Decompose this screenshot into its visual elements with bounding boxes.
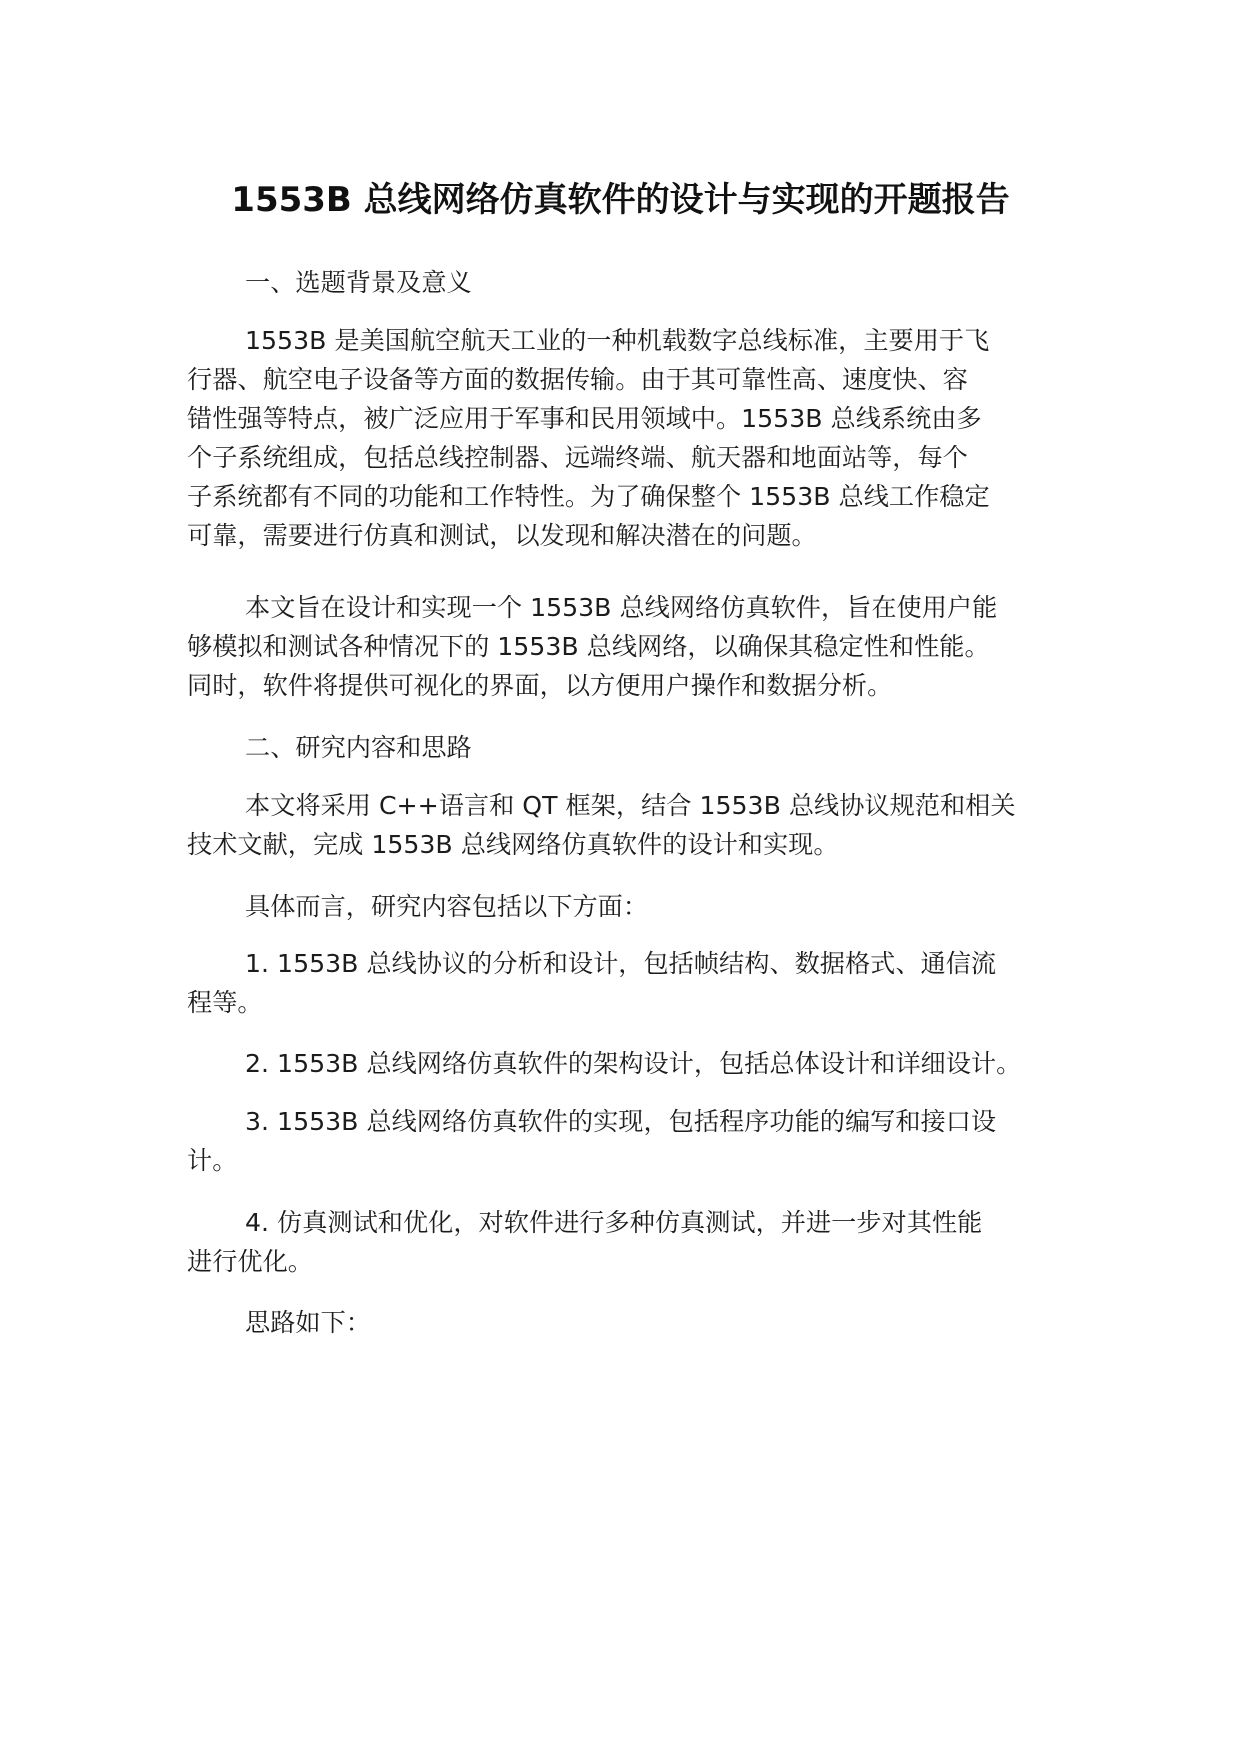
paragraph-background: 1553B 是美国航空航天工业的一种机载数字总线标准，主要用于飞 行器、航空电子设备等方面的数据传输。由于其可靠性高、速度快、容 错性强等特点，被广泛应用于军事和民用领域中。1553B 总线系统由多 个子系统组成，包括总线控制器、远端终端、航天器和地面站等，每个 子系统都有不同的功能和工作特性。为了确保整个 1553B 总线工作稳定 可靠，需要进行仿真和测试，以发现和解决潜在的问题。 bbox=[187, 326, 990, 550]
list-item-2: 2. 1553B 总线网络仿真软件的架构设计，包括总体设计和详细设计。 bbox=[245, 1049, 1022, 1078]
list-item-4: 4. 仿真测试和优化，对软件进行多种仿真测试，并进一步对其性能 进行优化。 bbox=[187, 1208, 983, 1276]
paragraph-content-intro: 具体而言，研究内容包括以下方面： bbox=[245, 892, 648, 921]
document-title: 1553B 总线网络仿真软件的设计与实现的开题报告 bbox=[231, 180, 1010, 220]
paragraph-approach: 本文将采用 C++语言和 QT 框架，结合 1553B 总线协议规范和相关 技术文献，完成 1553B 总线网络仿真软件的设计和实现。 bbox=[187, 791, 1016, 859]
section-heading-background: 一、选题背景及意义 bbox=[245, 268, 472, 297]
section-heading-research: 二、研究内容和思路 bbox=[245, 733, 472, 762]
paragraph-approach-heading: 思路如下： bbox=[245, 1308, 371, 1337]
list-item-3: 3. 1553B 总线网络仿真软件的实现，包括程序功能的编写和接口设 计。 bbox=[187, 1107, 997, 1175]
paragraph-purpose: 本文旨在设计和实现一个 1553B 总线网络仿真软件，旨在使用户能 够模拟和测试各种情况下的 1553B 总线网络，以确保其稳定性和性能。 同时，软件将提供可视化的界面，以方便用户操作和数据分析。 bbox=[187, 593, 998, 700]
list-item-1: 1. 1553B 总线协议的分析和设计，包括帧结构、数据格式、通信流 程等。 bbox=[187, 949, 997, 1017]
